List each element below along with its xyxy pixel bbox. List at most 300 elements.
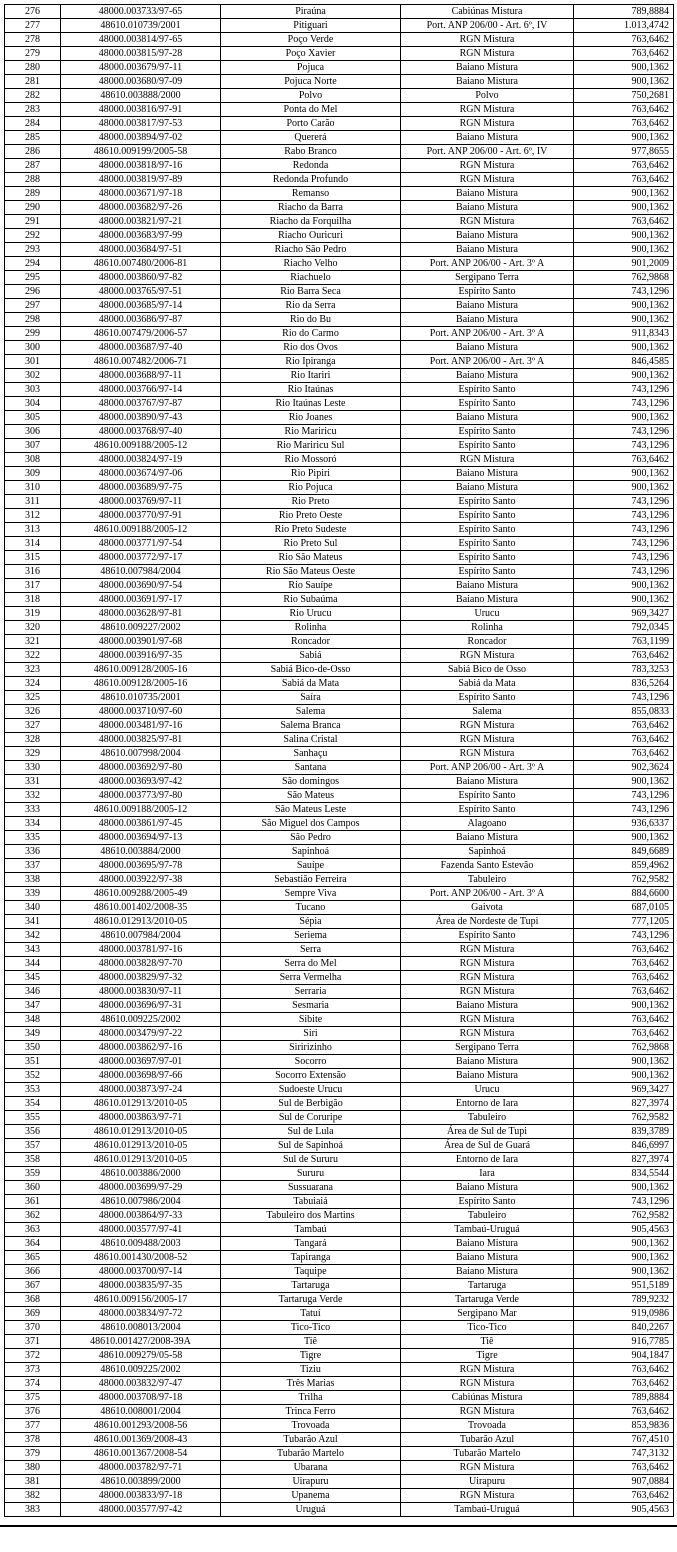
reference-price-cell: 763,6462 <box>574 47 674 61</box>
reference-price-cell: 763,6462 <box>574 1461 674 1475</box>
process-number-cell: 48000.003818/97-16 <box>61 159 221 173</box>
reference-price-cell: 834,5544 <box>574 1167 674 1181</box>
reference-oil-cell: Baiano Mistura <box>401 1055 574 1069</box>
field-name-cell: Rio Preto Sudeste <box>221 523 401 537</box>
process-number-cell: 48610.012913/2010-05 <box>61 1125 221 1139</box>
reference-price-cell: 902,3624 <box>574 761 674 775</box>
process-number-cell: 48000.003873/97-24 <box>61 1083 221 1097</box>
table-row <box>5 271 674 285</box>
field-name-cell: Rio Pipiri <box>221 467 401 481</box>
row-number-cell: 281 <box>5 75 61 89</box>
reference-oil-cell: Baiano Mistura <box>401 369 574 383</box>
process-number-cell: 48000.003684/97-51 <box>61 243 221 257</box>
row-number-cell: 313 <box>5 523 61 537</box>
reference-price-cell: 762,9582 <box>574 873 674 887</box>
row-number-cell: 276 <box>5 5 61 19</box>
reference-oil-cell: Entorno de Iara <box>401 1153 574 1167</box>
process-number-cell: 48000.003922/97-38 <box>61 873 221 887</box>
table-row <box>5 1419 674 1433</box>
row-number-cell: 337 <box>5 859 61 873</box>
field-name-cell: Rio Mossoró <box>221 453 401 467</box>
row-number-cell: 279 <box>5 47 61 61</box>
reference-oil-cell: Tigre <box>401 1349 574 1363</box>
process-number-cell: 48000.003691/97-17 <box>61 593 221 607</box>
field-name-cell: Riacho Ouricuri <box>221 229 401 243</box>
table-row <box>5 719 674 733</box>
row-number-cell: 316 <box>5 565 61 579</box>
reference-oil-cell: Port. ANP 206/00 - Art. 6º, IV <box>401 145 574 159</box>
table-row <box>5 1265 674 1279</box>
field-name-cell: Sururu <box>221 1167 401 1181</box>
table-row <box>5 775 674 789</box>
process-number-cell: 48000.003817/97-53 <box>61 117 221 131</box>
process-number-cell: 48000.003682/97-26 <box>61 201 221 215</box>
field-name-cell: Tiziu <box>221 1363 401 1377</box>
row-number-cell: 383 <box>5 1503 61 1517</box>
reference-oil-cell: Tambaú-Uruguá <box>401 1223 574 1237</box>
reference-oil-cell: Sapinhoá <box>401 845 574 859</box>
process-number-cell: 48000.003830/97-11 <box>61 985 221 999</box>
field-name-cell: Rio do Carmo <box>221 327 401 341</box>
table-row <box>5 803 674 817</box>
row-number-cell: 377 <box>5 1419 61 1433</box>
row-number-cell: 345 <box>5 971 61 985</box>
field-name-cell: Rio Mariricu <box>221 425 401 439</box>
reference-oil-cell: Baiano Mistura <box>401 75 574 89</box>
field-name-cell: Quererá <box>221 131 401 145</box>
process-number-cell: 48000.003577/97-41 <box>61 1223 221 1237</box>
table-row <box>5 1125 674 1139</box>
field-name-cell: Sabiá da Mata <box>221 677 401 691</box>
reference-oil-cell: Baiano Mistura <box>401 1265 574 1279</box>
row-number-cell: 367 <box>5 1279 61 1293</box>
reference-price-cell: 777,1205 <box>574 915 674 929</box>
reference-oil-cell: RGN Mistura <box>401 957 574 971</box>
table-row <box>5 327 674 341</box>
row-number-cell: 364 <box>5 1237 61 1251</box>
row-number-cell: 358 <box>5 1153 61 1167</box>
table-row <box>5 915 674 929</box>
table-row <box>5 257 674 271</box>
process-number-cell: 48000.003862/97-16 <box>61 1041 221 1055</box>
field-name-cell: Ubarana <box>221 1461 401 1475</box>
reference-price-cell: 855,0833 <box>574 705 674 719</box>
reference-price-cell: 900,1362 <box>574 75 674 89</box>
table-row <box>5 873 674 887</box>
reference-price-cell: 905,4563 <box>574 1223 674 1237</box>
table-row <box>5 313 674 327</box>
row-number-cell: 352 <box>5 1069 61 1083</box>
reference-oil-cell: Área de Sul de Guará <box>401 1139 574 1153</box>
table-row <box>5 103 674 117</box>
reference-price-cell: 951,5189 <box>574 1279 674 1293</box>
reference-oil-cell: Baiano Mistura <box>401 1251 574 1265</box>
process-number-cell: 48000.003628/97-81 <box>61 607 221 621</box>
field-name-cell: São Pedro <box>221 831 401 845</box>
table-row <box>5 1027 674 1041</box>
row-number-cell: 306 <box>5 425 61 439</box>
reference-oil-cell: RGN Mistura <box>401 117 574 131</box>
table-row <box>5 1363 674 1377</box>
row-number-cell: 348 <box>5 1013 61 1027</box>
process-number-cell: 48610.009188/2005-12 <box>61 803 221 817</box>
process-number-cell: 48000.003835/97-35 <box>61 1279 221 1293</box>
process-number-cell: 48000.003860/97-82 <box>61 271 221 285</box>
field-name-cell: Siri <box>221 1027 401 1041</box>
process-number-cell: 48000.003781/97-16 <box>61 943 221 957</box>
table-row <box>5 1083 674 1097</box>
reference-price-cell: 900,1362 <box>574 481 674 495</box>
row-number-cell: 331 <box>5 775 61 789</box>
row-number-cell: 284 <box>5 117 61 131</box>
process-number-cell: 48000.003901/97-68 <box>61 635 221 649</box>
reference-price-cell: 900,1362 <box>574 593 674 607</box>
field-name-cell: Seriema <box>221 929 401 943</box>
reference-oil-cell: Trovoada <box>401 1419 574 1433</box>
process-number-cell: 48610.010739/2001 <box>61 19 221 33</box>
reference-oil-cell: Sergipano Mar <box>401 1307 574 1321</box>
row-number-cell: 375 <box>5 1391 61 1405</box>
reference-oil-cell: Urucu <box>401 607 574 621</box>
reference-price-cell: 743,1296 <box>574 691 674 705</box>
field-name-cell: Riacho da Barra <box>221 201 401 215</box>
reference-oil-cell: RGN Mistura <box>401 985 574 999</box>
reference-price-cell: 904,1847 <box>574 1349 674 1363</box>
row-number-cell: 342 <box>5 929 61 943</box>
process-number-cell: 48000.003825/97-81 <box>61 733 221 747</box>
table-row <box>5 579 674 593</box>
reference-oil-cell: RGN Mistura <box>401 159 574 173</box>
reference-price-cell: 849,6689 <box>574 845 674 859</box>
reference-price-cell: 747,3132 <box>574 1447 674 1461</box>
reference-price-cell: 900,1362 <box>574 775 674 789</box>
row-number-cell: 355 <box>5 1111 61 1125</box>
field-name-cell: São Miguel dos Campos <box>221 817 401 831</box>
reference-oil-cell: Port. ANP 206/00 - Art. 3º A <box>401 761 574 775</box>
process-number-cell: 48610.008013/2004 <box>61 1321 221 1335</box>
reference-price-cell: 763,6462 <box>574 719 674 733</box>
row-number-cell: 368 <box>5 1293 61 1307</box>
reference-oil-cell: Entorno de Iara <box>401 1097 574 1111</box>
table-row <box>5 663 674 677</box>
process-number-cell: 48000.003828/97-70 <box>61 957 221 971</box>
table-row <box>5 397 674 411</box>
row-number-cell: 311 <box>5 495 61 509</box>
field-name-cell: Trinca Ferro <box>221 1405 401 1419</box>
reference-oil-cell: Salema <box>401 705 574 719</box>
process-number-cell: 48000.003680/97-09 <box>61 75 221 89</box>
reference-price-cell: 763,6462 <box>574 943 674 957</box>
reference-price-cell: 789,8884 <box>574 1391 674 1405</box>
process-number-cell: 48000.003864/97-33 <box>61 1209 221 1223</box>
reference-price-cell: 919,0986 <box>574 1307 674 1321</box>
table-row <box>5 509 674 523</box>
table-row <box>5 1293 674 1307</box>
process-number-cell: 48610.003886/2000 <box>61 1167 221 1181</box>
field-name-cell: Sul de Coruripe <box>221 1111 401 1125</box>
table-row <box>5 1391 674 1405</box>
reference-price-cell: 763,6462 <box>574 1377 674 1391</box>
row-number-cell: 324 <box>5 677 61 691</box>
table-row <box>5 607 674 621</box>
table-row <box>5 33 674 47</box>
table-row <box>5 817 674 831</box>
process-number-cell: 48610.009225/2002 <box>61 1013 221 1027</box>
table-body <box>5 5 674 1517</box>
process-number-cell: 48610.009279/05-58 <box>61 1349 221 1363</box>
table-row <box>5 411 674 425</box>
field-name-cell: Rabo Branco <box>221 145 401 159</box>
row-number-cell: 288 <box>5 173 61 187</box>
row-number-cell: 296 <box>5 285 61 299</box>
reference-price-cell: 969,3427 <box>574 607 674 621</box>
row-number-cell: 322 <box>5 649 61 663</box>
row-number-cell: 351 <box>5 1055 61 1069</box>
table-row <box>5 1111 674 1125</box>
reference-price-cell: 743,1296 <box>574 789 674 803</box>
reference-oil-cell: Tubarão Martelo <box>401 1447 574 1461</box>
process-number-cell: 48610.007984/2004 <box>61 929 221 943</box>
row-number-cell: 374 <box>5 1377 61 1391</box>
reference-oil-cell: Espírito Santo <box>401 929 574 943</box>
reference-oil-cell: Espírito Santo <box>401 439 574 453</box>
reference-oil-cell: Alagoano <box>401 817 574 831</box>
table-row <box>5 355 674 369</box>
process-number-cell: 48610.001427/2008-39A <box>61 1335 221 1349</box>
process-number-cell: 48000.003769/97-11 <box>61 495 221 509</box>
row-number-cell: 369 <box>5 1307 61 1321</box>
process-number-cell: 48000.003766/97-14 <box>61 383 221 397</box>
field-name-cell: Rio Itaúnas <box>221 383 401 397</box>
row-number-cell: 304 <box>5 397 61 411</box>
reference-oil-cell: Espírito Santo <box>401 285 574 299</box>
field-name-cell: Sul de Berbigão <box>221 1097 401 1111</box>
field-name-cell: Rio Preto Oeste <box>221 509 401 523</box>
reference-oil-cell: Baiano Mistura <box>401 579 574 593</box>
table-row <box>5 173 674 187</box>
row-number-cell: 314 <box>5 537 61 551</box>
reference-price-cell: 900,1362 <box>574 831 674 845</box>
process-number-cell: 48000.003890/97-43 <box>61 411 221 425</box>
reference-price-cell: 763,6462 <box>574 215 674 229</box>
row-number-cell: 344 <box>5 957 61 971</box>
field-name-cell: Pojuca <box>221 61 401 75</box>
table-row <box>5 1321 674 1335</box>
field-name-cell: Rio Barra Seca <box>221 285 401 299</box>
reference-price-cell: 884,6600 <box>574 887 674 901</box>
reference-oil-cell: Tiê <box>401 1335 574 1349</box>
table-row <box>5 1475 674 1489</box>
table-row <box>5 61 674 75</box>
process-number-cell: 48000.003834/97-72 <box>61 1307 221 1321</box>
field-name-cell: Sabiá <box>221 649 401 663</box>
reference-price-cell: 900,1362 <box>574 1055 674 1069</box>
reference-price-cell: 687,0105 <box>574 901 674 915</box>
row-number-cell: 298 <box>5 313 61 327</box>
reference-price-cell: 763,6462 <box>574 985 674 999</box>
process-number-cell: 48000.003679/97-11 <box>61 61 221 75</box>
table-row <box>5 47 674 61</box>
field-name-cell: Siririzinho <box>221 1041 401 1055</box>
row-number-cell: 359 <box>5 1167 61 1181</box>
process-number-cell: 48000.003697/97-01 <box>61 1055 221 1069</box>
process-number-cell: 48000.003821/97-21 <box>61 215 221 229</box>
field-name-cell: Tabuiaiá <box>221 1195 401 1209</box>
reference-price-cell: 840,2267 <box>574 1321 674 1335</box>
row-number-cell: 320 <box>5 621 61 635</box>
reference-oil-cell: Baiano Mistura <box>401 229 574 243</box>
table-row <box>5 369 674 383</box>
field-name-cell: Tartaruga <box>221 1279 401 1293</box>
table-row <box>5 1181 674 1195</box>
field-name-cell: Tabuleiro dos Martins <box>221 1209 401 1223</box>
process-number-cell: 48000.003863/97-71 <box>61 1111 221 1125</box>
process-number-cell: 48000.003768/97-40 <box>61 425 221 439</box>
reference-price-cell: 827,3974 <box>574 1153 674 1167</box>
field-name-cell: Tangará <box>221 1237 401 1251</box>
row-number-cell: 334 <box>5 817 61 831</box>
table-row <box>5 747 674 761</box>
process-number-cell: 48610.001402/2008-35 <box>61 901 221 915</box>
reference-oil-cell: Tico-Tico <box>401 1321 574 1335</box>
row-number-cell: 336 <box>5 845 61 859</box>
reference-price-cell: 763,6462 <box>574 453 674 467</box>
row-number-cell: 326 <box>5 705 61 719</box>
process-number-cell: 48000.003816/97-91 <box>61 103 221 117</box>
field-name-cell: Riacho Velho <box>221 257 401 271</box>
reference-price-cell: 900,1362 <box>574 299 674 313</box>
field-name-cell: Serra Vermelha <box>221 971 401 985</box>
reference-oil-cell: RGN Mistura <box>401 173 574 187</box>
table-row <box>5 75 674 89</box>
table-row <box>5 1405 674 1419</box>
reference-price-cell: 900,1362 <box>574 1237 674 1251</box>
field-name-cell: Rio Ipiranga <box>221 355 401 369</box>
table-row <box>5 1055 674 1069</box>
field-name-cell: Sauípe <box>221 859 401 873</box>
table-row <box>5 859 674 873</box>
field-name-cell: Remanso <box>221 187 401 201</box>
table-row <box>5 243 674 257</box>
reference-price-cell: 900,1362 <box>574 313 674 327</box>
row-number-cell: 363 <box>5 1223 61 1237</box>
table-row <box>5 929 674 943</box>
reference-oil-cell: RGN Mistura <box>401 943 574 957</box>
process-number-cell: 48000.003671/97-18 <box>61 187 221 201</box>
field-name-cell: Piraúna <box>221 5 401 19</box>
field-name-cell: Rio Preto <box>221 495 401 509</box>
field-name-cell: Sussuarana <box>221 1181 401 1195</box>
reference-oil-cell: Baiano Mistura <box>401 299 574 313</box>
reference-price-cell: 900,1362 <box>574 369 674 383</box>
field-name-cell: Tambaú <box>221 1223 401 1237</box>
process-number-cell: 48000.003699/97-29 <box>61 1181 221 1195</box>
table-row <box>5 187 674 201</box>
process-number-cell: 48000.003733/97-65 <box>61 5 221 19</box>
process-number-cell: 48610.007998/2004 <box>61 747 221 761</box>
process-number-cell: 48000.003765/97-51 <box>61 285 221 299</box>
reference-oil-cell: RGN Mistura <box>401 1489 574 1503</box>
field-name-cell: Trilha <box>221 1391 401 1405</box>
table-row <box>5 957 674 971</box>
field-name-cell: Rio Preto Sul <box>221 537 401 551</box>
row-number-cell: 328 <box>5 733 61 747</box>
field-name-cell: Tapiranga <box>221 1251 401 1265</box>
reference-price-cell: 827,3974 <box>574 1097 674 1111</box>
table-row <box>5 425 674 439</box>
process-number-cell: 48000.003694/97-13 <box>61 831 221 845</box>
row-number-cell: 278 <box>5 33 61 47</box>
table-row <box>5 1335 674 1349</box>
field-name-cell: Três Marias <box>221 1377 401 1391</box>
row-number-cell: 365 <box>5 1251 61 1265</box>
reference-price-cell: 743,1296 <box>574 285 674 299</box>
reference-price-cell: 763,6462 <box>574 1363 674 1377</box>
field-name-cell: Riacho da Forquilha <box>221 215 401 229</box>
reference-oil-cell: Baiano Mistura <box>401 1237 574 1251</box>
process-number-cell: 48000.003688/97-11 <box>61 369 221 383</box>
reference-price-cell: 900,1362 <box>574 187 674 201</box>
field-name-cell: Sesmaria <box>221 999 401 1013</box>
row-number-cell: 353 <box>5 1083 61 1097</box>
field-name-cell: Salema <box>221 705 401 719</box>
field-name-cell: Poço Verde <box>221 33 401 47</box>
process-number-cell: 48610.007984/2004 <box>61 565 221 579</box>
table-row <box>5 1279 674 1293</box>
reference-oil-cell: RGN Mistura <box>401 453 574 467</box>
table-row <box>5 131 674 145</box>
reference-price-cell: 901,2009 <box>574 257 674 271</box>
reference-oil-cell: RGN Mistura <box>401 33 574 47</box>
process-number-cell: 48000.003686/97-87 <box>61 313 221 327</box>
row-number-cell: 308 <box>5 453 61 467</box>
process-number-cell: 48610.009188/2005-12 <box>61 439 221 453</box>
table-row <box>5 831 674 845</box>
table-row <box>5 635 674 649</box>
reference-oil-cell: Uirapuru <box>401 1475 574 1489</box>
row-number-cell: 291 <box>5 215 61 229</box>
process-number-cell: 48000.003479/97-22 <box>61 1027 221 1041</box>
table-row <box>5 1013 674 1027</box>
field-name-cell: Rio Mariricu Sul <box>221 439 401 453</box>
row-number-cell: 372 <box>5 1349 61 1363</box>
field-name-cell: Sapinhoá <box>221 845 401 859</box>
process-number-cell: 48000.003683/97-99 <box>61 229 221 243</box>
table-row <box>5 19 674 33</box>
process-number-cell: 48000.003481/97-16 <box>61 719 221 733</box>
table-row <box>5 789 674 803</box>
field-name-cell: Rio do Bu <box>221 313 401 327</box>
row-number-cell: 315 <box>5 551 61 565</box>
reference-oil-cell: Tartaruga <box>401 1279 574 1293</box>
field-name-cell: Rio Joanes <box>221 411 401 425</box>
field-name-cell: Rio São Mateus Oeste <box>221 565 401 579</box>
row-number-cell: 335 <box>5 831 61 845</box>
table-row <box>5 1097 674 1111</box>
reference-price-cell: 763,1199 <box>574 635 674 649</box>
field-name-cell: Taquipe <box>221 1265 401 1279</box>
process-number-cell: 48610.008001/2004 <box>61 1405 221 1419</box>
reference-price-cell: 900,1362 <box>574 229 674 243</box>
process-number-cell: 48610.009199/2005-58 <box>61 145 221 159</box>
reference-price-cell: 763,6462 <box>574 1489 674 1503</box>
process-number-cell: 48000.003698/97-66 <box>61 1069 221 1083</box>
row-number-cell: 343 <box>5 943 61 957</box>
field-name-cell: Pojuca Norte <box>221 75 401 89</box>
field-name-cell: Sul de Sapinhoá <box>221 1139 401 1153</box>
reference-oil-cell: Fazenda Santo Estevão <box>401 859 574 873</box>
reference-price-cell: 789,9232 <box>574 1293 674 1307</box>
